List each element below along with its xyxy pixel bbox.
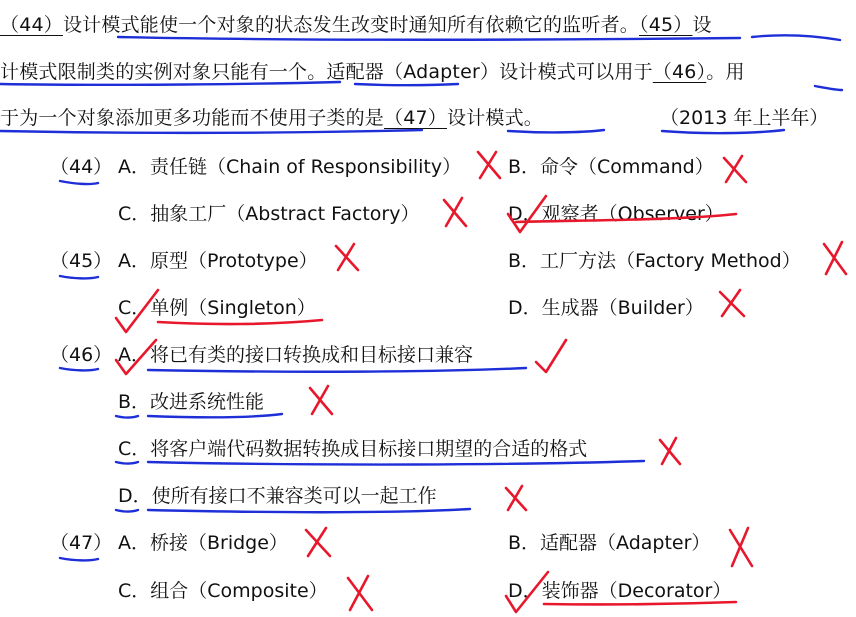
- underline-stem-1: [118, 37, 740, 40]
- option-45-c: C．单例（Singleton）: [118, 297, 316, 319]
- stem-tail-1: 设: [692, 14, 712, 36]
- stem-line-3: [0, 103, 543, 130]
- stem-line-1: [0, 10, 712, 37]
- option-46-a: A．将已有类的接口转换成和目标接口兼容: [118, 344, 473, 366]
- option-45-d: D．生成器（Builder）: [508, 297, 704, 319]
- option-47-d: D．装饰器（Decorator）: [508, 580, 732, 602]
- cross-46-b: [310, 386, 332, 414]
- cross-44-a: [478, 152, 500, 178]
- underline-45: [752, 35, 840, 40]
- underline-46-a: [148, 368, 526, 372]
- stem-text-2: 计模式限制类的实例对象只能有一个。适配器（Adapter）设计模式可以用于: [0, 61, 653, 83]
- underline-source: [662, 130, 784, 133]
- question-number-45: （45）: [50, 250, 113, 272]
- option-47-a: A．桥接（Bridge）: [118, 532, 288, 554]
- cross-44-b: [724, 156, 746, 182]
- cross-45-a: [336, 244, 358, 270]
- underline-45-c: [158, 320, 322, 324]
- cross-46-c: [660, 438, 680, 464]
- question-number-46: （46）: [50, 344, 113, 366]
- underline-q45: [60, 276, 98, 278]
- option-46-b: B．改进系统性能: [118, 391, 265, 413]
- underline-46-b: [148, 414, 282, 417]
- underline-stem-3: [0, 130, 422, 133]
- option-47-b: B．适配器（Adapter）: [508, 532, 711, 554]
- option-46-d: D．使所有接口不兼容类可以一起工作: [118, 485, 437, 507]
- cross-44-c: [444, 198, 466, 226]
- check-46-a-end: [536, 340, 566, 372]
- underline-q44: [60, 181, 98, 184]
- stem-tail-3: 设计模式。: [447, 107, 544, 129]
- source-year: （2013 年上半年）: [660, 107, 829, 129]
- option-45-a: A．原型（Prototype）: [118, 250, 318, 272]
- underline-46-d: [148, 509, 470, 512]
- option-45-b: B．工厂方法（Factory Method）: [508, 250, 801, 272]
- underline-46-c: [148, 461, 644, 465]
- option-44-d: D．观察者（Observer）: [508, 203, 724, 225]
- cross-45-b: [824, 242, 846, 274]
- question-number-47: （47）: [50, 532, 113, 554]
- cross-47-b: [730, 528, 752, 566]
- cross-46-d: [506, 486, 526, 510]
- cross-47-c: [348, 576, 372, 610]
- option-46-c: C．将客户端代码数据转换成目标接口期望的合适的格式: [118, 438, 588, 460]
- stem-line-2: [0, 57, 745, 84]
- underline-letter-46-b: [116, 416, 138, 418]
- option-44-c: C．抽象工厂（Abstract Factory）: [118, 203, 420, 225]
- option-44-b: B．命令（Command）: [508, 156, 714, 178]
- underline-letter-46-d: [116, 510, 138, 512]
- underline-decorator-design: [508, 130, 604, 132]
- question-number-44: （44）: [50, 156, 113, 178]
- option-44-a: A．责任链（Chain of Responsibility）: [118, 156, 462, 178]
- underline-q47: [60, 558, 98, 560]
- cross-45-d: [720, 290, 744, 316]
- blank-47: （47）: [384, 107, 447, 129]
- blank-44: （44）: [0, 14, 63, 36]
- option-47-c: C．组合（Composite）: [118, 580, 328, 602]
- blank-45: （45）: [639, 14, 693, 36]
- stem-text-3: 于为一个对象添加更多功能而不使用子类的是: [0, 107, 385, 129]
- stem-tail-2: 。用: [706, 61, 745, 83]
- blank-46: （46）: [652, 61, 707, 83]
- cross-47-a: [306, 528, 330, 556]
- stem-text-1: 设计模式能使一个对象的状态发生改变时通知所有依赖它的监听者。: [62, 14, 639, 36]
- underline-adapter: [355, 84, 458, 85]
- underline-yong: [815, 86, 842, 90]
- underline-q46: [60, 368, 98, 370]
- underline-letter-46-c: [116, 462, 138, 464]
